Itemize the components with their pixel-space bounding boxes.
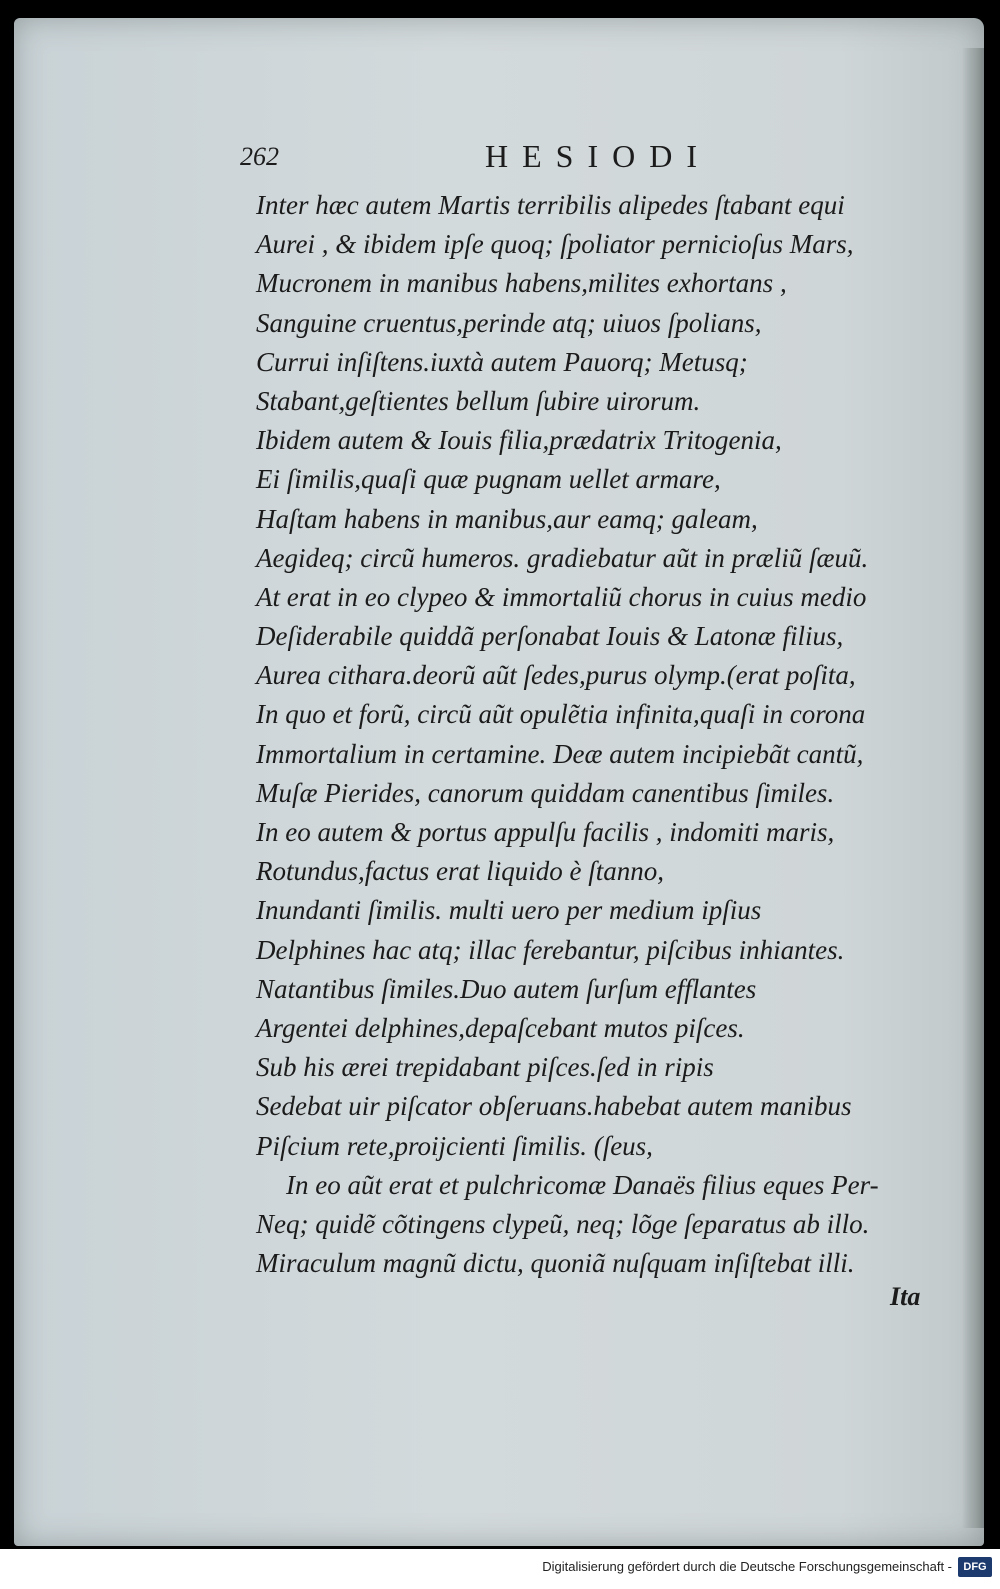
- verse-line: Argentei delphines,depaſcebant mutos piſces.: [256, 1012, 745, 1043]
- page-edge-shadow: [962, 48, 984, 1528]
- running-title: HESIODI: [485, 138, 711, 174]
- footer-credit: Digitalisierung gefördert durch die Deutsche Forschungsgemeinschaft -: [542, 1559, 952, 1574]
- verse-line: Aegideq; circũ humeros. gradiebatur aũt in præliũ ſæuũ.: [256, 542, 869, 573]
- verse-line: Rotundus,factus erat liquido è ſtanno,: [256, 856, 664, 887]
- verse-line: Mucronem in manibus habens,milites exhortans ,: [256, 268, 787, 299]
- verse-line: Natantibus ſimiles.Duo autem ſurſum efflantes: [256, 973, 757, 1004]
- page-number: 262: [240, 142, 279, 171]
- verse-line: Ei ſimilis,quaſi quæ pugnam uellet armare,: [256, 464, 721, 495]
- verse-line: Ibidem autem & Iouis filia,prædatrix Tritogenia,: [256, 425, 782, 456]
- verse-line: Stabant,geſtientes bellum ſubire uirorum.: [256, 385, 701, 416]
- verse-line: Inter hæc autem Martis terribilis alipedes ſtabant equi: [256, 190, 845, 220]
- verse-line: Delphines hac atq; illac ferebantur, piſcibus inhiantes.: [256, 934, 845, 965]
- verse-line: Aurei , & ibidem ipſe quoq; ſpoliator pernicioſus Mars,: [256, 229, 854, 260]
- verse-line: In quo et forũ, circũ aũt opulẽtia infinita,quaſi in corona: [256, 699, 866, 730]
- dfg-logo: DFG: [958, 1557, 992, 1577]
- verse-line: Sanguine cruentus,perinde atq; uiuos ſpolians,: [256, 307, 762, 338]
- verse-line: Neq; quidẽ cõtingens clypeũ, neq; lõge ſeparatus ab illo.: [256, 1208, 870, 1239]
- verse-line: Piſcium rete,proijcienti ſimilis. (ſeus,: [256, 1130, 653, 1161]
- catchword: Ita: [890, 1282, 921, 1311]
- verse-line: Currui inſiſtens.iuxtà autem Pauorq; Metusq;: [256, 346, 748, 377]
- verse-text-block: [256, 186, 956, 1283]
- verse-line: Inundanti ſimilis. multi uero per medium ipſius: [256, 895, 762, 926]
- verse-line: At erat in eo clypeo & immortaliũ chorus in cuius medio: [256, 581, 867, 612]
- verse-line: Muſæ Pierides, canorum quiddam canentibus ſimiles.: [256, 777, 835, 808]
- verse-line: Immortalium in certamine. Deæ autem incipiebãt cantũ,: [256, 738, 864, 769]
- verse-line: In eo aũt erat et pulchricomæ Danaës filius eques Per-: [286, 1169, 879, 1200]
- verse-line: In eo autem & portus appulſu facilis , indomiti maris,: [256, 817, 835, 847]
- verse-line: Deſiderabile quiddã perſonabat Iouis & Latonæ filius,: [256, 621, 844, 652]
- verse-line: Sedebat uir piſcator obſeruans.habebat autem manibus: [256, 1091, 852, 1122]
- verse-line: Aurea cithara.deorũ aũt ſedes,purus olymp.(erat poſita,: [256, 660, 856, 691]
- verse-line: Haſtam habens in manibus,aur eamq; galeam,: [256, 503, 758, 534]
- verse-line: Miraculum magnũ dictu, quoniã nuſquam inſiſtebat illi.: [256, 1248, 855, 1279]
- digitization-footer: [0, 1549, 1000, 1589]
- verse-line: Sub his ærei trepidabant piſces.ſed in ripis: [256, 1052, 714, 1083]
- running-head: [240, 138, 940, 182]
